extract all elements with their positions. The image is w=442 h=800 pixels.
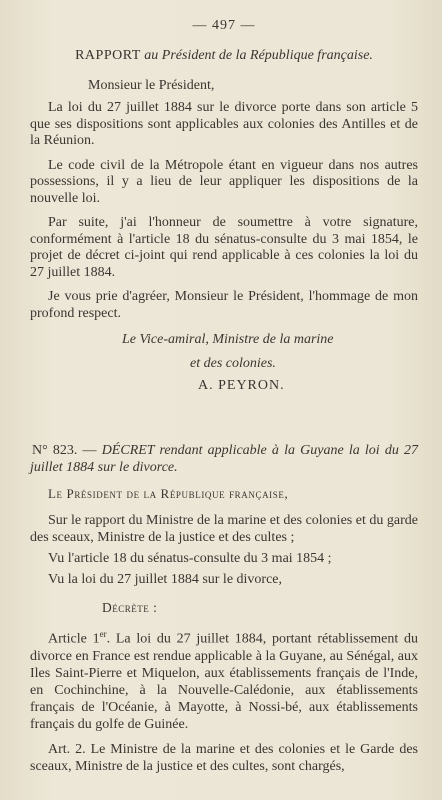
report-paragraph-4: Je vous prie d'agréer, Monsieur le Président, l'hommage de mon profond respect. xyxy=(30,289,418,321)
report-heading-rest: au Président de la République française. xyxy=(140,48,373,63)
considering-line-2: Vu la loi du 27 juillet 1884 sur le divorce, xyxy=(48,572,283,587)
signature-name: A. PEYRON. xyxy=(198,378,285,393)
report-paragraph-3: Par suite, j'ai l'honneur de soumettre à votre signature, conformément à l'article 18 du sénatus-consulte du 3 mai 1854, le projet de décret ci-joint qui rend applicable à ces colonies la loi du 27 juillet 1884. xyxy=(30,215,418,280)
on-report-paragraph: Sur le rapport du Ministre de la marine et des colonies et du garde des sceaux, Ministre de la justice et des cultes ; xyxy=(30,513,418,545)
president-line: Le Président de la République française, xyxy=(48,486,289,501)
decree-heading xyxy=(30,442,418,476)
signature-title-cont: et des colonies. xyxy=(190,356,276,371)
article-1 xyxy=(30,626,418,733)
page-number: — 497 — xyxy=(192,18,256,33)
article-2-text: Le Ministre de la marine et des colonies et le Garde des sceaux, Ministre de la justice et des cultes, sont chargés, xyxy=(30,741,418,774)
report-heading xyxy=(30,48,418,64)
decree-title: DÉCRET rendant applicable à la Guyane la loi du 27 juillet 1884 sur le divorce. xyxy=(30,443,418,475)
report-paragraph-2: Le code civil de la Métropole étant en vigueur dans nos autres possessions, il y a lieu de leur appliquer les dispositions de la nouvelle loi. xyxy=(30,157,418,206)
article-2-label: Art. 2. xyxy=(48,741,86,757)
report-heading-caps: RAPPORT xyxy=(75,48,141,63)
report-paragraph-1: La loi du 27 juillet 1884 sur le divorce porte dans son article 5 que ses dispositions sont applicables aux colonies des Antilles et de la Réunion. xyxy=(30,100,418,148)
decrees-heading: Décrète : xyxy=(102,600,158,615)
article-1-sup: er xyxy=(99,629,107,639)
article-2 xyxy=(30,741,418,775)
decree-number: N° 823. — xyxy=(32,443,102,458)
signature-title: Le Vice-amiral, Ministre de la marine xyxy=(122,332,334,347)
considering-line-1: Vu l'article 18 du sénatus-consulte du 3 mai 1854 ; xyxy=(48,551,332,566)
article-1-text: . La loi du 27 juillet 1884, portant rétablissement du divorce en France est rendue applicable à la Guyane, au Sénégal, aux Iles Saint-Pierre et Miquelon, aux établissements français de l'Inde, en Cochinchine, à la Nouvelle-Calédonie, aux établissements français de l'Océanie, à Mayotte, à Nossi-bé, aux établissements français du golfe de Guinée. xyxy=(30,631,418,732)
salutation: Monsieur le Président, xyxy=(88,78,215,93)
article-1-label: Article 1 xyxy=(48,631,100,647)
